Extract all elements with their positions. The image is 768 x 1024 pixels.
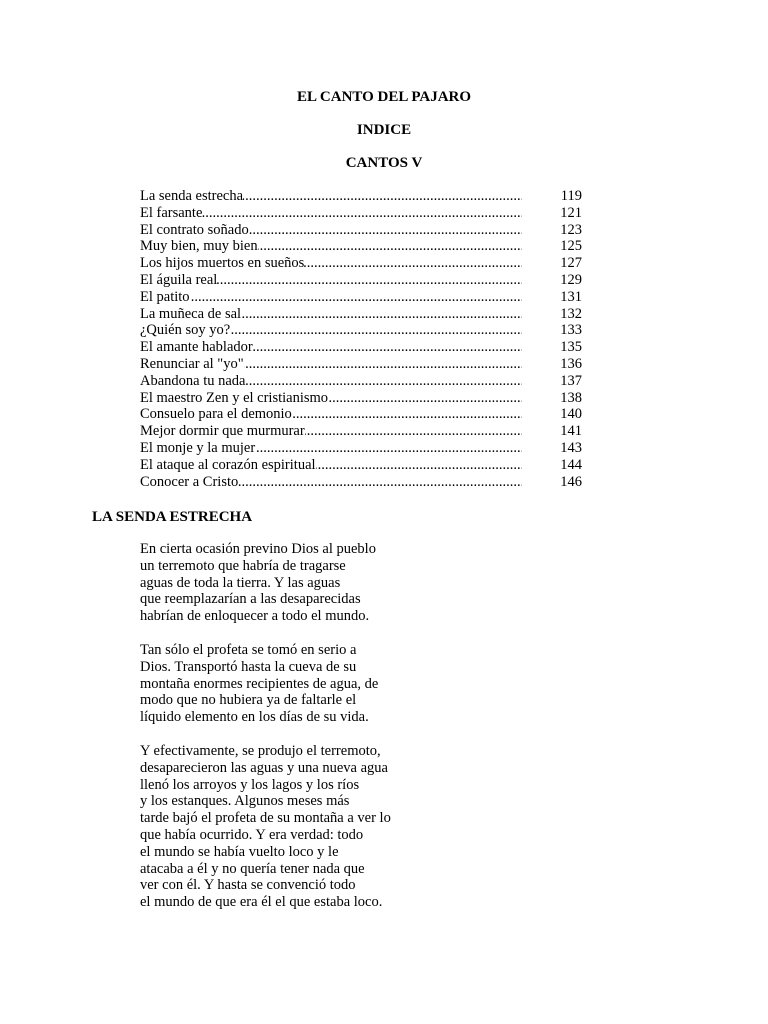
text-line: Y efectivamente, se produjo el terremoto, (140, 743, 381, 759)
toc-entry (140, 222, 582, 239)
toc-entry-page: 121 (560, 204, 582, 221)
toc-entry-title (140, 474, 522, 491)
text-line: atacaba a él y no quería tener nada que (140, 860, 365, 877)
toc-entry-title-text: El farsante (140, 204, 203, 221)
text-line: habrían de enloquecer a todo el mundo. (140, 608, 370, 625)
text-line: y los estanques. Algunos meses más (140, 793, 350, 810)
toc-entry-page: 119 (560, 188, 582, 204)
toc-entry-page: 144 (560, 456, 582, 473)
toc-entry-page: 138 (560, 389, 582, 406)
toc-entry-title (140, 238, 522, 255)
text-line: llenó los arroyos y los lagos y los ríos (140, 776, 360, 793)
toc-entry (140, 457, 582, 474)
toc-entry-title (140, 289, 522, 306)
toc-entry (140, 440, 582, 457)
paragraph-1 (140, 541, 440, 625)
toc-entry (140, 390, 582, 407)
text-line: aguas de toda la tierra. Y las aguas (140, 574, 341, 591)
toc-entry-title (140, 440, 522, 457)
toc-entry-title (140, 306, 522, 323)
toc-entry-title (140, 205, 522, 222)
toc-entry (140, 373, 582, 390)
text-line: desaparecieron las aguas y una nueva agua (140, 759, 388, 776)
toc-entry-title-text: Los hijos muertos en sueños (140, 255, 305, 272)
paragraph-3 (140, 743, 440, 911)
toc-entry-title-text: Conocer a Cristo (140, 473, 239, 490)
toc-entry-title (140, 423, 522, 440)
toc-entry-page: 137 (560, 372, 582, 389)
text-line: Dios. Transportó hasta la cueva de su (140, 658, 357, 675)
text-line: ver con él. Y hasta se convenció todo (140, 877, 356, 894)
toc-entry-page: 141 (560, 423, 582, 440)
toc-entry-page: 143 (560, 439, 582, 456)
text-line: líquido elemento en los días de su vida. (140, 709, 369, 726)
toc-entry-page: 125 (560, 238, 582, 255)
toc-entry-title-text: La senda estrecha (140, 188, 244, 204)
toc-entry (140, 306, 582, 323)
toc-entry (140, 406, 582, 423)
toc-entry-page: 123 (560, 221, 582, 238)
toc-entry-title-text: ¿Quién soy yo? (140, 322, 231, 339)
toc-entry-title (140, 255, 522, 272)
toc-entry-title-text: El águila real (140, 271, 218, 288)
text-line: montaña enormes recipientes de agua, de (140, 675, 379, 692)
toc-entry-page: 140 (560, 406, 582, 423)
toc-entry (140, 238, 582, 255)
toc-entry-title-text: El amante hablador (140, 339, 253, 356)
toc-entry-page: 129 (560, 271, 582, 288)
toc-entry (140, 188, 582, 205)
text-line: Tan sólo el profeta se tomó en serio a (140, 642, 357, 658)
toc-entry-title-text: Abandona tu nada (140, 372, 246, 389)
toc-entry (140, 339, 582, 356)
toc-entry-page: 135 (560, 339, 582, 356)
toc-entry (140, 356, 582, 373)
toc-entry-page: 133 (560, 322, 582, 339)
chapter-heading: LA SENDA ESTRECHA (92, 509, 253, 525)
toc-entry-title (140, 356, 522, 373)
text-line: que había ocurrido. Y era verdad: todo (140, 826, 364, 843)
toc-entry-title (140, 188, 522, 205)
text-line: que reemplazarían a las desaparecidas (140, 591, 361, 608)
toc-entry (140, 289, 582, 306)
toc-entry-title (140, 373, 522, 390)
toc-entry (140, 255, 582, 272)
toc-entry-title-text: Mejor dormir que murmurar (140, 423, 305, 440)
text-line: tarde bajó el profeta de su montaña a ver lo (140, 810, 391, 827)
toc-entry-title (140, 390, 522, 407)
toc-entry-page: 132 (560, 305, 582, 322)
toc-entry (140, 272, 582, 289)
toc-entry (140, 423, 582, 440)
toc-entry-title-text: La muñeca de sal (140, 305, 242, 322)
text-line: un terremoto que habría de tragarse (140, 557, 346, 574)
toc-entry-title-text: El ataque al corazón espiritual (140, 456, 316, 473)
toc-entry-title (140, 457, 522, 474)
toc-entry-page: 136 (560, 355, 582, 372)
paragraph-2 (140, 642, 440, 726)
index-heading: INDICE (356, 122, 412, 138)
toc-entry-title (140, 406, 522, 423)
toc-entry-title-text: El maestro Zen y el cristianismo (140, 389, 329, 406)
table-of-contents (140, 188, 582, 490)
toc-entry (140, 474, 582, 491)
text-line: el mundo se había vuelto loco y le (140, 843, 339, 860)
toc-entry-title-text: El monje y la mujer (140, 439, 256, 456)
toc-entry-title-text: Consuelo para el demonio (140, 406, 292, 423)
toc-entry-title-text: Muy bien, muy bien (140, 238, 258, 255)
toc-entry-title (140, 322, 522, 339)
toc-entry (140, 205, 582, 222)
toc-entry (140, 322, 582, 339)
toc-entry-title (140, 272, 522, 289)
toc-entry-title (140, 222, 522, 239)
book-title: EL CANTO DEL PAJARO (296, 89, 472, 105)
toc-entry-page: 127 (560, 255, 582, 272)
section-heading: CANTOS V (345, 155, 423, 171)
toc-entry-title-text: El contrato soñado (140, 221, 249, 238)
text-line: el mundo de que era él el que estaba loco. (140, 894, 383, 911)
toc-entry-title-text: Renunciar al "yo" (140, 355, 244, 372)
toc-entry-title (140, 339, 522, 356)
text-line: modo que no hubiera ya de faltarle el (140, 692, 357, 709)
toc-entry-page: 131 (560, 288, 582, 305)
toc-entry-page: 146 (560, 473, 582, 490)
toc-entry-title-text: El patito (140, 288, 190, 305)
text-line: En cierta ocasión previno Dios al pueblo (140, 541, 376, 557)
